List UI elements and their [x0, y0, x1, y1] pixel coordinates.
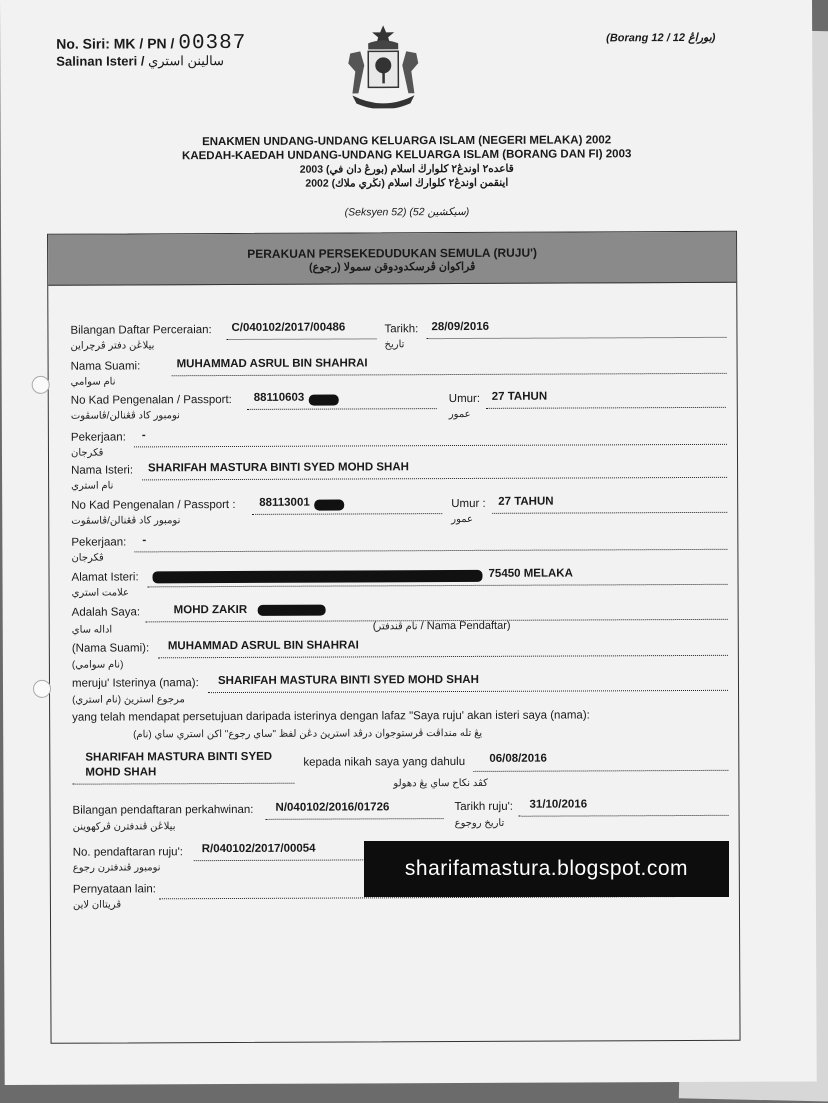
wife-ic-value: 88113001 [259, 496, 310, 509]
rules-title-jawi: قاعده٢ اوندڠ٢ كلوارڬ اسلام (بورڠ دان في) 2003 [299, 162, 514, 176]
wife-name-label: Nama Isteri: [71, 464, 134, 477]
husband-age-value: 27 TAHUN [491, 390, 548, 403]
marriage-date-value: 06/08/2016 [489, 752, 547, 765]
husband-name2-value: MUHAMMAD ASRUL BIN SHAHRAI [167, 639, 359, 653]
ruju-reg-jawi: نومبور ڤندفترن رجوع [72, 862, 161, 874]
date-value: 28/09/2016 [431, 320, 490, 334]
wife-name-value: SHARIFAH MASTURA BINTI SYED MOHD SHAH [148, 461, 409, 475]
husband-name-label: Nama Suami: [70, 360, 141, 373]
ruju-date-jawi: تاريخ روجوع [454, 817, 505, 830]
ruju-reg-value: R/040102/2017/00054 [201, 842, 316, 856]
date-jawi: تاريخ [384, 339, 405, 351]
husband-job-label: Pekerjaan: [70, 431, 126, 444]
other-statement-label: Pernyataan lain: [72, 883, 157, 896]
wife-name2-label: meruju' Isterinya (nama): [71, 677, 199, 690]
wife-job-label: Pekerjaan: [71, 536, 127, 549]
ruju-reg-label: No. pendaftaran ruju': [72, 846, 183, 859]
husband-name-jawi: نام سوامي [70, 376, 116, 388]
divorce-reg-jawi: بيلاڠن دفتر ڤرچراين [70, 340, 155, 352]
other-statement-jawi: ڤريتاان لاين [72, 899, 122, 911]
divorce-reg-label: Bilangan Daftar Perceraian: [70, 324, 212, 337]
blog-watermark: sharifamastura.blogspot.com [364, 841, 729, 897]
redaction [152, 570, 482, 583]
divorce-reg-value: C/040102/2017/00486 [231, 321, 346, 334]
wife-name2-value: SHARIFAH MASTURA BINTI SYED MOHD SHAH [217, 673, 479, 688]
consent-statement: yang telah mendapat persetujuan daripada isterinya dengan lafaz "Saya ruju' akan isteri saya (nama): [72, 709, 590, 724]
wife-address-jawi: علامت استري [71, 587, 130, 599]
consent-wife-name-line2: MOHD SHAH [85, 766, 157, 779]
marriage-reg-jawi: بيلاڠن ڤندفترن ڤركهوينن [72, 821, 176, 833]
marriage-reg-value: N/040102/2016/01726 [275, 801, 390, 814]
wife-name-jawi: نام استري [71, 480, 114, 492]
wife-address-label: Alamat Isteri: [71, 571, 139, 584]
husband-age-label: Umur: [448, 392, 481, 406]
act-title: ENAKMEN UNDANG-UNDANG KELUARGA ISLAM (NEGERI MELAKA) 2002 [202, 134, 612, 149]
melaka-crest-icon [338, 23, 428, 108]
wife-age-value: 27 TAHUN [498, 495, 554, 508]
husband-ic-value: 88110603 [253, 391, 305, 404]
husband-name-value: MUHAMMAD ASRUL BIN SHAHRAI [176, 357, 368, 371]
registrar-value: MOHD ZAKIR [173, 603, 248, 617]
husband-ic-jawi: نومبور كاد ڤڠنالن/ڤاسڤوت [70, 410, 180, 422]
form-title-jawi: ڤراكوان ڤرسكدودوقن سمولا (رجوع) [308, 260, 476, 274]
consent-statement-jawi: يڠ تله منداڤت ڤرستوجوان درڤد استريڽ دڠن لفظ "ساي رجوع" اكن استري ساي (نام) [133, 727, 483, 741]
redaction [314, 500, 344, 511]
form-title: PERAKUAN PERSEKEDUDUKAN SEMULA (RUJU') [247, 245, 538, 261]
redaction [258, 605, 326, 616]
ruju-date-label: Tarikh ruju': [454, 800, 514, 814]
registrar-jawi: اداله ساي [71, 624, 113, 636]
wife-ic-label: No Kad Pengenalan / Passport : [71, 498, 236, 512]
registrar-label: Adalah Saya: [71, 606, 141, 619]
date-label: Tarikh: [384, 323, 419, 336]
marriage-reg-label: Bilangan pendaftaran perkahwinan: [72, 803, 254, 817]
husband-name2-label: (Nama Suami): [71, 642, 150, 655]
ruju-date-value: 31/10/2016 [529, 798, 588, 811]
husband-job-value: - [141, 429, 146, 442]
wife-age-label: Umur : [451, 497, 486, 511]
wife-name2-jawi: مرجوع استريڽ (نام استري) [72, 694, 185, 706]
husband-job-line [134, 430, 727, 448]
consent-wife-name-line1: SHARIFAH MASTURA BINTI SYED [85, 750, 273, 764]
wife-job-jawi: ڤكرجان [71, 552, 104, 564]
form-heading [48, 232, 736, 286]
marriage-date-label: kepada nikah saya yang dahulu [303, 755, 466, 769]
marriage-date-jawi: كڤد نكاح ساي يڠ دهولو [393, 777, 488, 790]
wife-job-line [134, 535, 727, 553]
redaction [309, 395, 339, 406]
registrar-name-caption: (نام ڤندفتر / Nama Pendaftar) [372, 619, 511, 633]
husband-ic-label: No Kad Pengenalan / Passport: [70, 393, 232, 407]
section-ref: (Seksyen 52) (سيکشين 52) [344, 205, 470, 219]
rules-title: KAEDAH-KAEDAH UNDANG-UNDANG KELUARGA ISLAM (BORANG DAN FI) 2003 [181, 148, 632, 163]
wife-ic-jawi: نومبور كاد ڤڠنالن/ڤاسڤوت [71, 515, 181, 527]
copy-label: Salinan Isteri / سالينن استري [56, 53, 225, 69]
act-title-jawi: اينقمن اوندڠ٢ كلوارڬ اسلام (نڬري ملاك) 2002 [305, 176, 509, 190]
husband-name2-jawi: (نام سوامي) [71, 659, 124, 671]
form-box [47, 231, 741, 1044]
wife-job-value: - [142, 534, 147, 547]
wife-address-value: 75450 MELAKA [488, 567, 573, 580]
husband-age-jawi: عمور [448, 408, 471, 421]
husband-job-jawi: ڤكرجان [70, 447, 104, 459]
serial-number: No. Siri: MK / PN / 00387 [56, 31, 247, 56]
consent-line [72, 769, 294, 785]
punch-hole [32, 376, 50, 394]
wife-age-jawi: عمور [451, 513, 474, 526]
form-number: (Borang 12 / 12 بوراڠ) [606, 31, 716, 45]
punch-hole [33, 680, 51, 698]
